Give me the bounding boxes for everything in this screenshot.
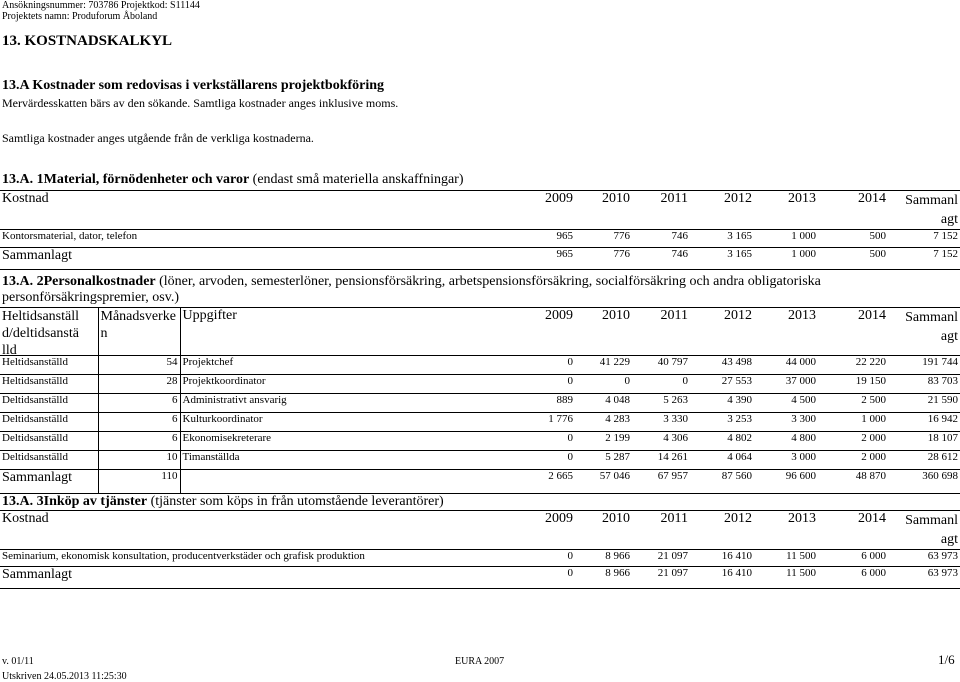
cell-2009: 0 bbox=[500, 356, 575, 375]
cell-total: 7 152 bbox=[888, 230, 960, 248]
cell-2013: 1 000 bbox=[754, 230, 818, 248]
total-2014: 500 bbox=[818, 248, 888, 270]
section-3-number: 13.A. 3 bbox=[2, 494, 44, 509]
col-header-2013: 2013 bbox=[754, 511, 818, 550]
cell-2009: 965 bbox=[518, 230, 575, 248]
total-2009: 965 bbox=[518, 248, 575, 270]
real-costs-note: Samtliga kostnader anges utgående från de verkliga kostnaderna. bbox=[2, 131, 314, 145]
cell-2009: 0 bbox=[500, 375, 575, 394]
employment-type: Heltidsanställd bbox=[0, 356, 98, 375]
cell-2013: 4 500 bbox=[754, 394, 818, 413]
cell-2011: 3 330 bbox=[632, 413, 690, 432]
cell-2011: 21 097 bbox=[632, 550, 690, 567]
employment-type: Heltidsanställd bbox=[0, 375, 98, 394]
cell-2014: 2 000 bbox=[818, 432, 888, 451]
total-2012: 87 560 bbox=[690, 470, 754, 494]
total-2011: 21 097 bbox=[632, 567, 690, 589]
s3-total-b: agt bbox=[940, 532, 958, 547]
cell-2014: 1 000 bbox=[818, 413, 888, 432]
col-header-2014: 2014 bbox=[818, 308, 888, 360]
section-1-number: 13.A. 1 bbox=[2, 172, 44, 187]
material-table bbox=[0, 190, 960, 270]
cell-2012: 16 410 bbox=[690, 550, 754, 567]
col-header-2012: 2012 bbox=[690, 191, 754, 230]
table-row bbox=[0, 451, 960, 470]
months: 54 bbox=[98, 356, 180, 375]
cell-2012: 4 064 bbox=[690, 451, 754, 470]
employment-type: Deltidsanställd bbox=[0, 413, 98, 432]
total-2014: 48 870 bbox=[818, 470, 888, 494]
col-header-employment bbox=[0, 308, 98, 360]
col-header-months bbox=[98, 308, 180, 360]
table-row bbox=[0, 394, 960, 413]
cell-2013: 4 800 bbox=[754, 432, 818, 451]
table-row bbox=[0, 375, 960, 394]
cell-2013: 11 500 bbox=[754, 550, 818, 567]
total-label: Sammanlagt bbox=[0, 470, 98, 494]
material-header-row bbox=[0, 191, 960, 230]
employment-type: Deltidsanställd bbox=[0, 451, 98, 470]
total-2013: 11 500 bbox=[754, 567, 818, 589]
col-header-total bbox=[888, 308, 960, 360]
cell-2013: 3 000 bbox=[754, 451, 818, 470]
col-header-2013: 2013 bbox=[754, 191, 818, 230]
total-sum: 7 152 bbox=[888, 248, 960, 270]
cell-2010: 776 bbox=[575, 230, 632, 248]
cell-total: 83 703 bbox=[888, 375, 960, 394]
footer-program: EURA 2007 bbox=[455, 656, 505, 667]
cell-total: 16 942 bbox=[888, 413, 960, 432]
col-header-cost: Kostnad bbox=[0, 511, 518, 550]
total-2009: 2 665 bbox=[500, 470, 575, 494]
col-header-cost: Kostnad bbox=[0, 191, 518, 230]
total-2011: 746 bbox=[632, 248, 690, 270]
total-2013: 1 000 bbox=[754, 248, 818, 270]
total-task-empty bbox=[180, 470, 500, 494]
cell-2013: 44 000 bbox=[754, 356, 818, 375]
employment-type: Deltidsanställd bbox=[0, 432, 98, 451]
total-2012: 3 165 bbox=[690, 248, 754, 270]
cell-2011: 14 261 bbox=[632, 451, 690, 470]
personnel-rows bbox=[0, 355, 960, 494]
months: 28 bbox=[98, 375, 180, 394]
cell-2011: 40 797 bbox=[632, 356, 690, 375]
cell-2014: 19 150 bbox=[818, 375, 888, 394]
cell-2012: 3 253 bbox=[690, 413, 754, 432]
total-total: 360 698 bbox=[888, 470, 960, 494]
footer-version: v. 01/11 bbox=[2, 656, 34, 667]
cell-2009: 0 bbox=[518, 550, 575, 567]
cell-2009: 0 bbox=[500, 432, 575, 451]
cell-2012: 27 553 bbox=[690, 375, 754, 394]
cell-2014: 6 000 bbox=[818, 550, 888, 567]
task: Ekonomisekreterare bbox=[180, 432, 500, 451]
table-row bbox=[0, 550, 960, 567]
services-header-row bbox=[0, 511, 960, 550]
h-mon-a: Månadsverke bbox=[100, 309, 176, 324]
cell-2010: 0 bbox=[575, 375, 632, 394]
col-header-2011: 2011 bbox=[632, 308, 690, 360]
cell-2014: 22 220 bbox=[818, 356, 888, 375]
col-header-2013: 2013 bbox=[754, 308, 818, 360]
col-header-2009: 2009 bbox=[518, 191, 575, 230]
col-header-2009: 2009 bbox=[518, 511, 575, 550]
col-header-2011: 2011 bbox=[632, 191, 690, 230]
total-row bbox=[0, 567, 960, 589]
cell-2009: 1 776 bbox=[500, 413, 575, 432]
cell-2010: 4 283 bbox=[575, 413, 632, 432]
section-2-desc-cont: personförsäkringspremier, osv.) bbox=[2, 290, 179, 305]
cell-2012: 4 390 bbox=[690, 394, 754, 413]
total-2012: 16 410 bbox=[690, 567, 754, 589]
task: Projektkoordinator bbox=[180, 375, 500, 394]
col-header-tasks: Uppgifter bbox=[180, 308, 500, 360]
cell-total: 21 590 bbox=[888, 394, 960, 413]
table-row bbox=[0, 356, 960, 375]
months: 6 bbox=[98, 413, 180, 432]
cell-2010: 4 048 bbox=[575, 394, 632, 413]
project-name: Projektets namn: Produforum Åboland bbox=[2, 11, 158, 22]
h-emp-a: Heltidsanställ bbox=[2, 309, 79, 324]
cell-total: 28 612 bbox=[888, 451, 960, 470]
cell-2014: 500 bbox=[818, 230, 888, 248]
cell-total: 63 973 bbox=[888, 550, 960, 567]
col-header-total bbox=[888, 191, 960, 230]
total-2010: 57 046 bbox=[575, 470, 632, 494]
col-header-2010: 2010 bbox=[575, 308, 632, 360]
cell-2009: 889 bbox=[500, 394, 575, 413]
table-row bbox=[0, 230, 960, 248]
section-1-desc: (endast små materiella anskaffningar) bbox=[249, 172, 464, 187]
section-2-title: Personalkostnader bbox=[43, 274, 156, 289]
total-row bbox=[0, 470, 960, 494]
s3-total-a: Sammanl bbox=[905, 513, 958, 528]
section-3-title: Inköp av tjänster bbox=[43, 494, 148, 509]
col-header-2012: 2012 bbox=[690, 511, 754, 550]
section-1-heading bbox=[2, 172, 464, 188]
cell-2014: 2 500 bbox=[818, 394, 888, 413]
vat-note: Mervärdesskatten bärs av den sökande. Samtliga kostnader anges inklusive moms. bbox=[2, 96, 399, 110]
h-sum-a: Sammanl bbox=[905, 310, 958, 325]
section-a-title: 13.A Kostnader som redovisas i verkställarens projektbokföring bbox=[2, 78, 385, 93]
total-row bbox=[0, 248, 960, 270]
col-header-2010: 2010 bbox=[575, 191, 632, 230]
services-table bbox=[0, 510, 960, 589]
col-header-2014: 2014 bbox=[818, 511, 888, 550]
total-months: 110 bbox=[98, 470, 180, 494]
cell-total: 191 744 bbox=[888, 356, 960, 375]
total-2009: 0 bbox=[518, 567, 575, 589]
cell-2010: 41 229 bbox=[575, 356, 632, 375]
table-row bbox=[0, 413, 960, 432]
cell-2012: 3 165 bbox=[690, 230, 754, 248]
cell-2012: 4 802 bbox=[690, 432, 754, 451]
section-3-heading bbox=[2, 494, 444, 510]
col-header-2009: 2009 bbox=[500, 308, 575, 360]
cell-2010: 8 966 bbox=[575, 550, 632, 567]
col-header-2010: 2010 bbox=[575, 511, 632, 550]
total-2011: 67 957 bbox=[632, 470, 690, 494]
months: 6 bbox=[98, 432, 180, 451]
cell-2010: 5 287 bbox=[575, 451, 632, 470]
total-2010: 776 bbox=[575, 248, 632, 270]
table-row bbox=[0, 432, 960, 451]
col-header-2014: 2014 bbox=[818, 191, 888, 230]
section-2-number: 13.A. 2 bbox=[2, 274, 44, 289]
footer-page-number: 1/6 bbox=[938, 652, 955, 667]
section-2-heading bbox=[2, 274, 821, 290]
page-title: 13. KOSTNADSKALKYL bbox=[2, 33, 173, 49]
col-header-2012: 2012 bbox=[690, 308, 754, 360]
months: 10 bbox=[98, 451, 180, 470]
total-sum: 63 973 bbox=[888, 567, 960, 589]
cell-2011: 5 263 bbox=[632, 394, 690, 413]
cell-total: 18 107 bbox=[888, 432, 960, 451]
col-header-total bbox=[888, 511, 960, 550]
employment-type: Deltidsanställd bbox=[0, 394, 98, 413]
footer-printed: Utskriven 24.05.2013 11:25:30 bbox=[2, 671, 127, 682]
cell-2011: 746 bbox=[632, 230, 690, 248]
personnel-header-row bbox=[0, 308, 960, 360]
cell-2011: 0 bbox=[632, 375, 690, 394]
cell-2012: 43 498 bbox=[690, 356, 754, 375]
h-emp-c: lld bbox=[2, 343, 17, 358]
task: Kulturkoordinator bbox=[180, 413, 500, 432]
cell-2013: 37 000 bbox=[754, 375, 818, 394]
section-1-title: Material, förnödenheter och varor bbox=[43, 172, 250, 187]
application-number: Ansökningsnummer: 703786 Projektkod: S11144 bbox=[2, 0, 200, 11]
total-label: Sammanlagt bbox=[0, 248, 518, 270]
row-label: Seminarium, ekonomisk konsultation, producentverkstäder och grafisk produktion bbox=[0, 550, 518, 567]
total-2014: 6 000 bbox=[818, 567, 888, 589]
row-label: Kontorsmaterial, dator, telefon bbox=[0, 230, 518, 248]
cell-2009: 0 bbox=[500, 451, 575, 470]
col-header-total-a: Sammanl bbox=[905, 193, 958, 208]
cell-2011: 4 306 bbox=[632, 432, 690, 451]
col-header-2011: 2011 bbox=[632, 511, 690, 550]
personnel-table bbox=[0, 307, 960, 359]
col-header-total-b: agt bbox=[940, 212, 958, 227]
total-2013: 96 600 bbox=[754, 470, 818, 494]
cell-2014: 2 000 bbox=[818, 451, 888, 470]
total-label: Sammanlagt bbox=[0, 567, 518, 589]
section-2-desc: (löner, arvoden, semesterlöner, pensionsförsäkring, arbetspensionsförsäkring, socialförsäkring och andra obligatoriska bbox=[155, 274, 821, 289]
h-sum-b: agt bbox=[940, 329, 958, 344]
months: 6 bbox=[98, 394, 180, 413]
total-2010: 8 966 bbox=[575, 567, 632, 589]
section-3-desc: (tjänster som köps in från utomstående leverantörer) bbox=[147, 494, 444, 509]
h-emp-b: d/deltidsanstä bbox=[2, 326, 79, 341]
cell-2010: 2 199 bbox=[575, 432, 632, 451]
task: Timanställda bbox=[180, 451, 500, 470]
task: Administrativt ansvarig bbox=[180, 394, 500, 413]
h-mon-b: n bbox=[100, 326, 108, 341]
cell-2013: 3 300 bbox=[754, 413, 818, 432]
task: Projektchef bbox=[180, 356, 500, 375]
